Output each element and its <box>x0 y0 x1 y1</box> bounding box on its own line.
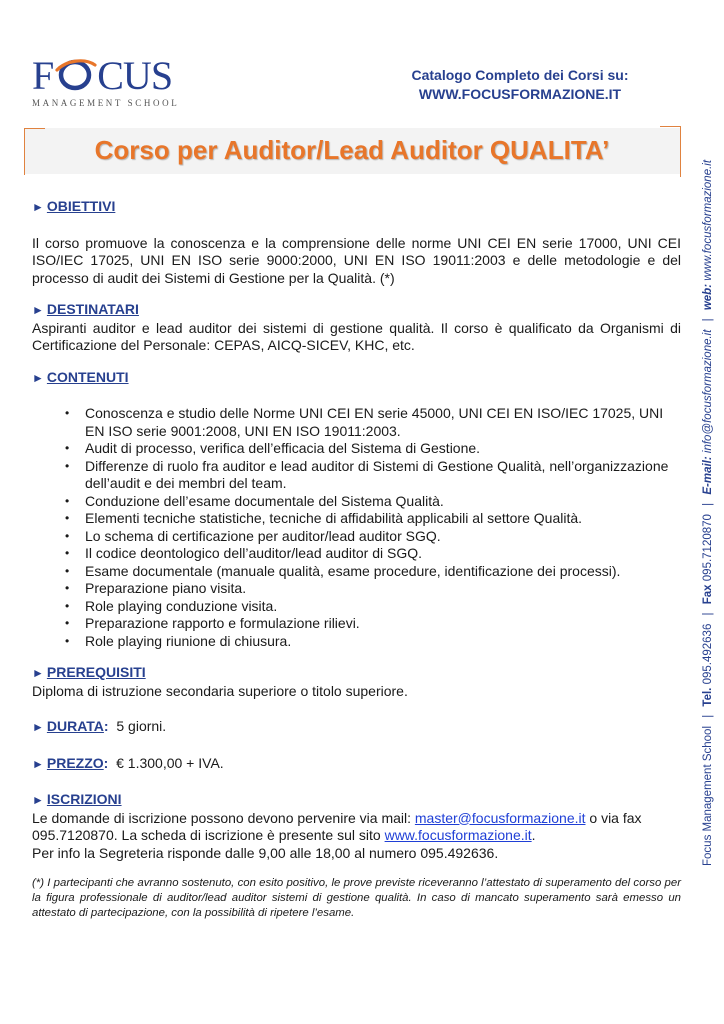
sidebar-school: Focus Management School <box>702 726 714 866</box>
heading-contenuti: ► CONTENUTI <box>32 368 129 385</box>
page-title: Corso per Auditor/Lead Auditor QUALITA’ <box>94 135 610 165</box>
list-item: • Lo schema di certificazione per auditor/lead auditor SGQ. <box>85 528 681 546</box>
iscrizioni-info: Per info la Segreteria risponde dalle 9,00 alle 18,00 al numero 095.492636. <box>32 844 499 861</box>
sidebar-fax: 095.7120870 <box>702 514 714 582</box>
obiettivi-text: Il corso promuove la conoscenza e la comprensione delle norme UNI CEI EN serie 17000, UNI CEI ISO/IEC 17025, UNI EN ISO serie 9000:2000, UNI EN ISO 19011:2003 e delle metodologie e del processo di audit dei Sistemi di Gestione per la Qualità. (*) <box>32 234 681 286</box>
heading-prezzo: ► PREZZO: € 1.300,00 + IVA. <box>32 754 224 771</box>
logo-subtitle: MANAGEMENT SCHOOL <box>32 98 180 108</box>
contenuti-list <box>32 405 681 650</box>
heading-obiettivi: ► OBIETTIVI <box>32 198 116 214</box>
catalog-header <box>360 66 680 104</box>
list-item: • Preparazione rapporto e formulazione rilievi. <box>85 615 681 633</box>
list-item: • Conduzione dell’esame documentale del Sistema Qualità. <box>85 493 681 511</box>
catalog-line-1: Catalogo Completo dei Corsi su: <box>411 67 629 83</box>
triangle-right-icon: ► <box>32 756 44 771</box>
triangle-right-icon: ► <box>32 370 44 385</box>
list-item: • Il codice deontologico dell’auditor/lead auditor di SGQ. <box>85 545 681 563</box>
heading-durata: ► DURATA: 5 giorni. <box>32 718 167 734</box>
logo-letters-cus: CUS <box>97 53 173 98</box>
list-item: • Role playing riunione di chiusura. <box>85 633 681 651</box>
heading-iscrizioni: ► ISCRIZIONI <box>32 791 122 807</box>
catalog-line-2[interactable]: WWW.FOCUSFORMAZIONE.IT <box>418 86 622 102</box>
heading-prerequisiti: ► PREREQUISITI <box>32 664 146 680</box>
footnote: (*) I partecipanti che avranno sostenuto, con esito positivo, le prove previste riceveranno l’attestato di superamento del corso per la figura professionale di auditor/lead auditor sistemi di gestione qualità. In caso di mancato superamento sarà emesso un attestato di partecipazione, con la possibilità di ripetere l’esame. <box>32 877 681 919</box>
iscrizioni-text: Le domande di iscrizione possono devono pervenire via mail: master@focusformazione.it o via fax 095.7120870. La scheda di iscrizione è presente sul sito www.focusformazione.it. <box>32 809 642 843</box>
logo-wordmark <box>32 53 184 98</box>
website-link[interactable]: www.focusformazione.it <box>384 827 532 843</box>
email-link[interactable]: master@focusformazione.it <box>414 809 586 826</box>
list-item: • Preparazione piano visita. <box>85 580 681 598</box>
focus-logo <box>32 53 184 108</box>
prerequisiti-text: Diploma di istruzione secondaria superiore o titolo superiore. <box>32 682 408 699</box>
list-item: • Differenze di ruolo fra auditor e lead auditor di Sistemi di Gestione Qualità, nell’organizzazione dell’audit e dei membri del team. <box>85 458 681 493</box>
sidebar-web[interactable]: www.focusformazione.it <box>702 159 714 281</box>
heading-destinatari: ► DESTINATARI <box>32 301 139 317</box>
logo-globe-icon <box>53 56 97 92</box>
list-item: • Role playing conduzione visita. <box>85 598 681 616</box>
list-item: • Audit di processo, verifica dell’efficacia del Sistema di Gestione. <box>85 440 681 458</box>
sidebar-tel: 095.492636 <box>702 623 714 685</box>
triangle-right-icon: ► <box>32 720 44 734</box>
course-content <box>32 198 681 921</box>
sidebar-email[interactable]: info@focusformazione.it <box>702 329 714 454</box>
list-item: • Conoscenza e studio delle Norme UNI CEI EN serie 45000, UNI CEI EN ISO/IEC 17025, UNI EN ISO serie 9001:2008, UNI EN ISO 19011:2003. <box>85 405 681 440</box>
destinatari-text: Aspiranti auditor e lead auditor dei sistemi di gestione qualità. Il corso è qualificato da Organismi di Certificazione del Personale: CEPAS, AICQ-SICEV, KHC, etc. <box>32 319 681 353</box>
triangle-right-icon: ► <box>32 303 44 317</box>
logo-letter-f: F <box>32 53 54 98</box>
triangle-right-icon: ► <box>32 666 44 680</box>
prezzo-value: € 1.300,00 + IVA. <box>116 754 224 771</box>
durata-value: 5 giorni. <box>116 718 167 734</box>
list-item: • Esame documentale (manuale qualità, esame procedure, identificazione dei processi). <box>85 563 681 581</box>
list-item: • Elementi tecniche statistiche, tecniche di affidabilità applicabili al settore Qualità. <box>85 510 681 528</box>
triangle-right-icon: ► <box>32 793 44 807</box>
triangle-right-icon: ► <box>32 200 44 214</box>
